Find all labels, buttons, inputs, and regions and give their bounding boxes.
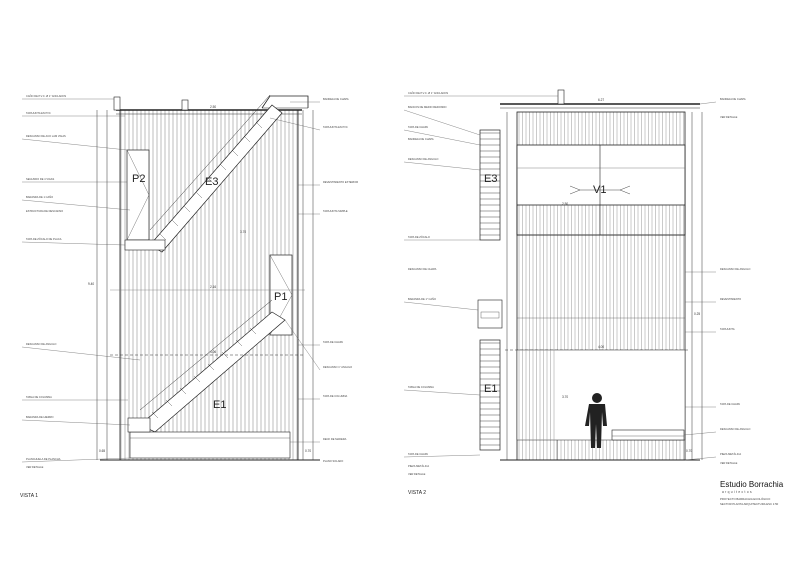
elevation-view-1: [20, 93, 358, 499]
svg-text:VER DETALLE: VER DETALLE: [408, 473, 426, 476]
tag-e1-2: E1: [484, 383, 498, 395]
svg-text:DESCANSO DE ACO LAM VIGAS: DESCANSO DE ACO LAM VIGAS: [26, 135, 66, 138]
svg-text:BARANDA DE 1" CAÑO: BARANDA DE 1" CAÑO: [408, 298, 437, 301]
title-block: [720, 480, 784, 506]
svg-text:BANDEJA DE CHAPA: BANDEJA DE CHAPA: [408, 138, 434, 141]
svg-text:PIEZA METÁLICA: PIEZA METÁLICA: [408, 465, 430, 468]
svg-text:TAPA DE CHAPA: TAPA DE CHAPA: [408, 453, 429, 456]
project-line-2: SECTOR PLANTA ARQUITECTURA ESC 1:50: [720, 502, 779, 506]
svg-text:DESCANSO 1" ANGULO: DESCANSO 1" ANGULO: [323, 366, 353, 369]
svg-text:TAPAJUNTA EN PVC: TAPAJUNTA EN PVC: [26, 112, 51, 115]
svg-text:TAPAJUNTA EN PVC: TAPAJUNTA EN PVC: [323, 126, 348, 129]
svg-text:TAPA DE CHAPA: TAPA DE CHAPA: [720, 403, 741, 406]
svg-text:TAPA DE CHAPA: TAPA DE CHAPA: [323, 341, 344, 344]
dim-base-2: 0.70: [686, 449, 693, 453]
svg-text:TAPA DE COLUMNA: TAPA DE COLUMNA: [323, 395, 348, 398]
svg-text:DESCANSO DE ANGULO: DESCANSO DE ANGULO: [408, 158, 439, 161]
svg-text:TABLA DE COLUMNA: TABLA DE COLUMNA: [408, 386, 434, 389]
dim-width: 4.06: [210, 350, 217, 354]
tag-e1: E1: [213, 399, 227, 411]
svg-text:BANDEJA DE CHAPA: BANDEJA DE CHAPA: [720, 98, 746, 101]
svg-text:BANCOS DE MEDIO REDONDO: BANCOS DE MEDIO REDONDO: [408, 106, 447, 109]
svg-text:BANDEJA DE CHAPA: BANDEJA DE CHAPA: [323, 98, 349, 101]
svg-text:DECK DE MADERA: DECK DE MADERA: [323, 438, 347, 441]
notes-left-1: [26, 93, 66, 469]
svg-text:TAPA DE ZÓCALO: TAPA DE ZÓCALO: [408, 236, 430, 239]
svg-text:DESCANSO DE ANGULO: DESCANSO DE ANGULO: [26, 343, 57, 346]
svg-text:CAÑO DE P.V.C. Ø 1" ANCLADOS: CAÑO DE P.V.C. Ø 1" ANCLADOS: [26, 95, 67, 98]
dim-height: 9.40: [88, 282, 95, 286]
dim-upper: 3.70: [240, 230, 247, 234]
dim-lower-2: 3.70: [562, 395, 569, 399]
ladder-e3: [480, 130, 500, 240]
svg-text:TAPAJUNTA SIMPLE: TAPAJUNTA SIMPLE: [323, 210, 348, 213]
svg-text:PLANO SOLADO: PLANO SOLADO: [323, 460, 344, 463]
svg-text:ESTRUCTURA DE DESCANSO: ESTRUCTURA DE DESCANSO: [26, 210, 64, 213]
view-title-2: VISTA 2: [408, 490, 426, 496]
dim-side-2: 0.25: [694, 312, 701, 316]
svg-text:TAPA DE CHAPA: TAPA DE CHAPA: [408, 126, 429, 129]
ladder-e1: [480, 340, 500, 450]
view-title-1: VISTA 1: [20, 493, 38, 499]
svg-text:DESCANSO DE ANGULO: DESCANSO DE ANGULO: [720, 428, 751, 431]
vent-pipe: [114, 97, 120, 110]
svg-text:TAPAJUNTA: TAPAJUNTA: [720, 328, 735, 331]
project-line-1: PROYECTO BARRACHIA ECOLÓGICO: [720, 497, 771, 501]
dim-base-b: 0.70: [305, 449, 312, 453]
svg-text:DESCANSO DE ANGULO: DESCANSO DE ANGULO: [720, 268, 751, 271]
svg-text:BARANDA DE 1 CAÑO: BARANDA DE 1 CAÑO: [26, 196, 54, 199]
tag-p1: P1: [274, 291, 288, 303]
window-p2: [127, 150, 149, 240]
svg-text:DESCANSO DE CHAPA: DESCANSO DE CHAPA: [408, 268, 437, 271]
elevation-view-2: [404, 90, 750, 496]
svg-text:PLANCHUELA DE PLANCHA: PLANCHUELA DE PLANCHA: [26, 458, 61, 461]
svg-text:VER DETALLE: VER DETALLE: [26, 466, 44, 469]
tag-e3-2: E3: [484, 173, 498, 185]
tag-e3: E3: [205, 176, 219, 188]
svg-text:SEGUNDO DE 4 VIGAS: SEGUNDO DE 4 VIGAS: [26, 178, 55, 181]
dim-box-2: 2.50: [562, 202, 569, 206]
dim-top: 2.50: [210, 105, 217, 109]
studio-subtitle: arquitectos: [722, 490, 753, 494]
notes-right-1: [323, 97, 358, 463]
dim-width-2: 4.00: [598, 345, 605, 349]
notes-left-2: [408, 90, 448, 476]
svg-text:TABLA DE COLUMNA: TABLA DE COLUMNA: [26, 396, 52, 399]
svg-text:REVESTIMIENTO: REVESTIMIENTO: [720, 298, 742, 301]
svg-text:TAPA DE ZÓCALO DE PLACA: TAPA DE ZÓCALO DE PLACA: [26, 238, 62, 241]
notes-right-2: [720, 97, 750, 465]
svg-text:VER DETALLE: VER DETALLE: [720, 116, 738, 119]
svg-text:VER DETALLE: VER DETALLE: [720, 462, 738, 465]
svg-text:REVESTIMIENTO EXTERIOR: REVESTIMIENTO EXTERIOR: [323, 181, 359, 184]
svg-text:CAÑO DE P.V.C. Ø 1" ANCLADOS: CAÑO DE P.V.C. Ø 1" ANCLADOS: [408, 92, 449, 95]
dim-top-2: 6.27: [598, 98, 605, 102]
dim-base-a: 0.65: [99, 449, 106, 453]
tag-p2: P2: [132, 173, 146, 185]
svg-text:PIEZA METÁLICA: PIEZA METÁLICA: [720, 453, 742, 456]
studio-name: Estudio Borrachia: [720, 480, 784, 489]
svg-text:BARANDA DE HIERRO: BARANDA DE HIERRO: [26, 416, 54, 419]
dim-mid: 2.16: [210, 285, 217, 289]
tag-v1: V1: [593, 184, 607, 196]
